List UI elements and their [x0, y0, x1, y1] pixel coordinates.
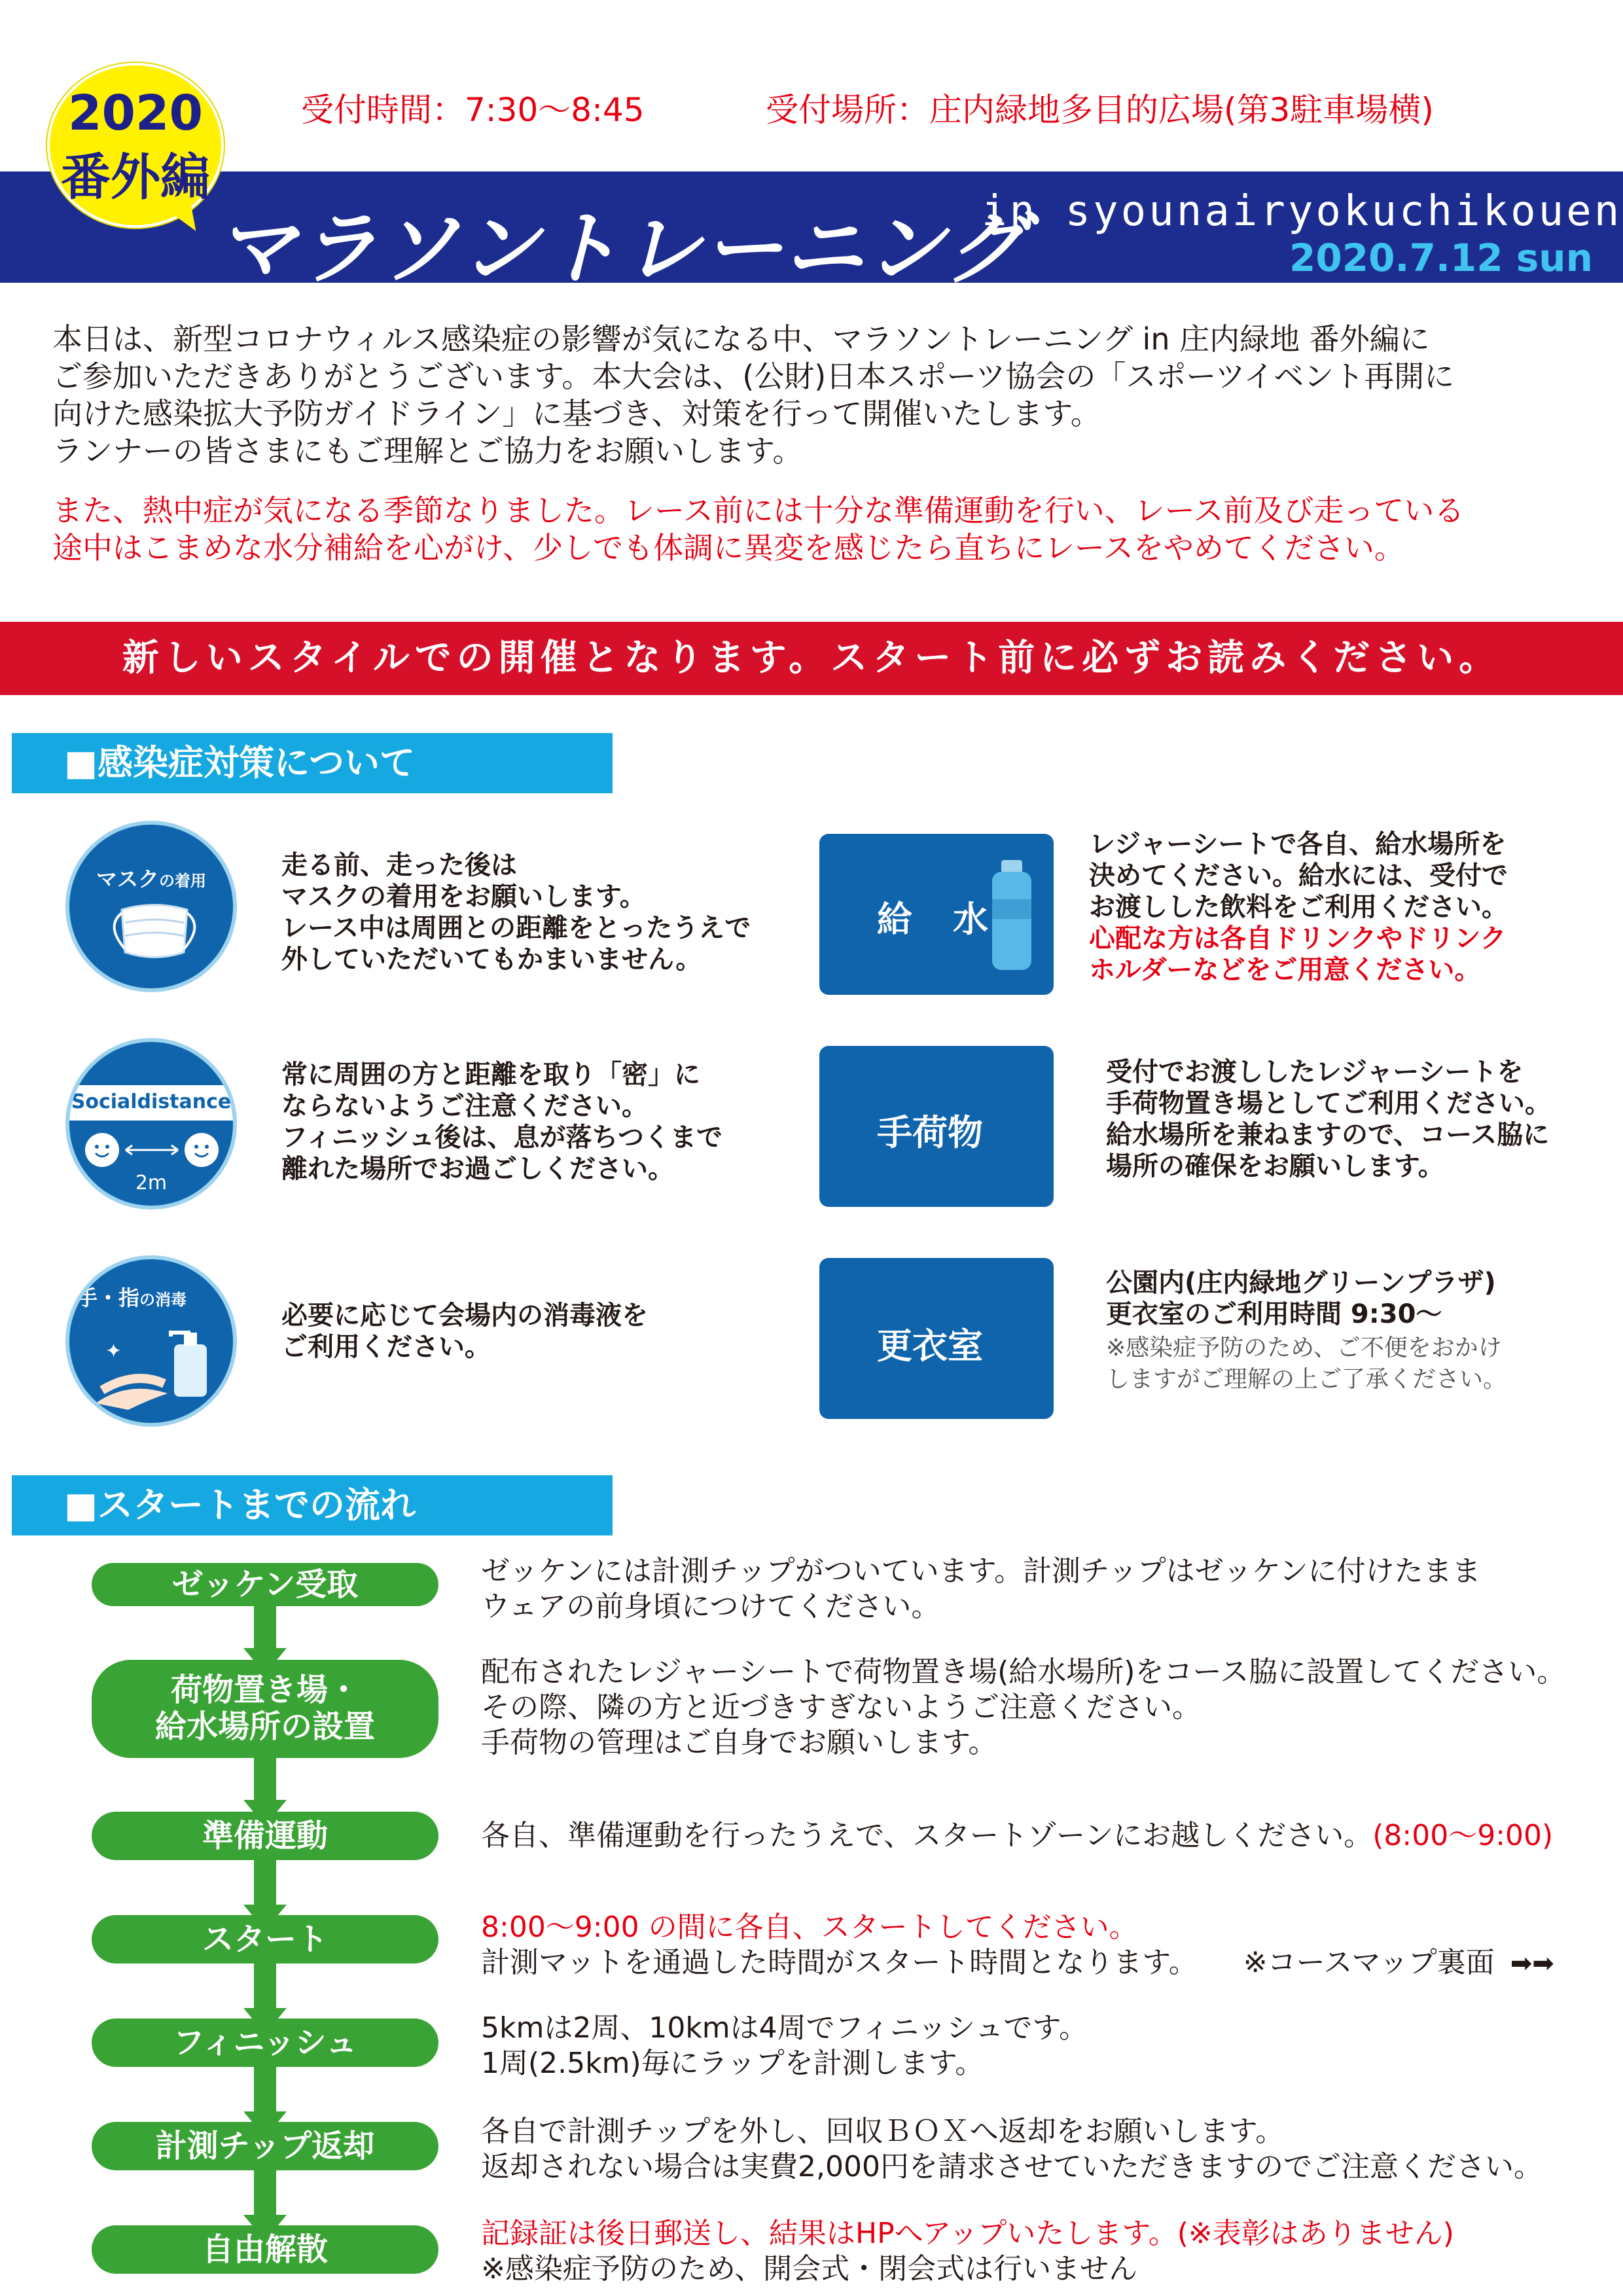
distance-faces-icon: [82, 1127, 221, 1173]
water-bottle-icon: [986, 860, 1038, 971]
distance-circle: [65, 1038, 237, 1210]
step-chip-text: 各自で計測チップを外し、回収ＢＯＸへ返却をお願いします。 返却されない場合は実費2,000円を請求させていただきますのでご注意ください。: [481, 2115, 1543, 2183]
intro-paragraph: [52, 321, 1577, 470]
step-dismissal: 自由解散: [92, 2225, 438, 2274]
step-warmup: 準備運動: [92, 1812, 438, 1860]
disinfect-text: 必要に応じて会場内の消毒液を ご利用ください。: [281, 1300, 648, 1362]
step-start-text: 8:00〜9:00 の間に各自、スタートしてください。 計測マットを通過した時間がスタート時間となります。 ※コースマップ裏面 ➡➡: [481, 1910, 1554, 1979]
page-title: マラソントレーニング: [216, 202, 1026, 295]
mask-circle: [65, 821, 237, 992]
flow-heading: ■スタートまでの流れ: [12, 1475, 613, 1535]
step-dismissal-text: 記録証は後日郵送し、結果はHPへアップいたします。(※表彰はありません) ※感染症予防のため、開会式・閉会式は行いません: [481, 2217, 1454, 2286]
sanitizer-icon: [89, 1318, 220, 1416]
arrows-icon: ➡➡: [1510, 1948, 1554, 1979]
disinfect-label: 手・指の消毒: [76, 1285, 187, 1310]
water-label: 給 水: [877, 899, 991, 940]
step-bib-text: ゼッケンには計測チップがついています。計測チップはゼッケンに付けたまま ウェアの前身頃につけてください。: [481, 1554, 1481, 1623]
heatstroke-warning: [52, 492, 1597, 567]
venue-subtitle: in syounairyokuchikouen: [982, 187, 1622, 236]
locker-label: 更衣室: [877, 1325, 983, 1367]
badge-year: 2020: [68, 85, 203, 141]
edition-badge: [47, 63, 224, 228]
svg-text:✦: ✦: [105, 1340, 122, 1363]
step-bib-pickup: ゼッケン受取: [92, 1563, 438, 1606]
step-start: スタート: [92, 1915, 438, 1964]
badge-subtitle: 番外編: [61, 148, 210, 206]
infection-heading: ■感染症対策について: [12, 733, 613, 793]
event-date: 2020.7.12 sun: [1289, 236, 1593, 280]
heat-line: 途中はこまめな水分補給を心がけ、少しでも体調に異変を感じたら直ちにレースをやめてください。: [52, 530, 1404, 565]
step-baggage-text: 配布されたレジャーシートで荷物置き場(給水場所)をコース脇に設置してください。 その際、隣の方と近づきすぎないようご注意ください。 手荷物の管理はご自身でお願いします。: [481, 1655, 1566, 1759]
step-finish-text: 5kmは2周、10kmは4周でフィニッシュです。 1周(2.5km)毎にラップを計測します。: [481, 2011, 1088, 2080]
water-text: レジャーシートで各自、給水場所を 決めてください。給水には、受付で お渡しした飲料をご利用ください。 心配な方は各自ドリンクやドリンク ホルダーなどをご用意ください。: [1089, 829, 1508, 985]
intro-line: ランナーの皆さまにもご理解とご協力をお願いします。: [52, 433, 803, 469]
step-finish: フィニッシュ: [92, 2018, 438, 2067]
baggage-box: [819, 1046, 1054, 1207]
baggage-label: 手荷物: [877, 1112, 983, 1153]
intro-line: 向けた感染拡大予防ガイドライン」に基づき、対策を行って開催いたします。: [52, 396, 1101, 431]
disinfect-circle: [65, 1255, 237, 1427]
water-box: [819, 834, 1054, 995]
notice-banner: 新しいスタイルでの開催となります。スタート前に必ずお読みください。: [0, 622, 1623, 695]
intro-line: ご参加いただきありがとうございます。本大会は、(公財)日本スポーツ協会の「スポーツイベント再開に: [52, 359, 1455, 394]
step-warmup-text: 各自、準備運動を行ったうえで、スタートゾーンにお越しください。(8:00〜9:00): [481, 1819, 1554, 1852]
locker-box: [819, 1258, 1054, 1419]
heat-line: また、熱中症が気になる季節なりました。レース前には十分な準備運動を行い、レース前及び走っている: [52, 493, 1465, 528]
reception-place: 受付場所：庄内緑地多目的広場(第3駐車場横): [766, 91, 1434, 129]
locker-text: 公園内(庄内緑地グリーンプラザ) 更衣室のご利用時間 9:30〜 ※感染症予防のため、ご不便をおかけ しますがご理解の上ご了承ください。: [1106, 1268, 1507, 1393]
intro-line: 本日は、新型コロナウィルス感染症の影響が気になる中、マラソントレーニング in 庄内緑地 番外編に: [52, 321, 1430, 357]
step-chip-return: 計測チップ返却: [92, 2122, 438, 2170]
mask-icon: [102, 897, 207, 969]
step-baggage-setup: 荷物置き場・ 給水場所の設置: [92, 1660, 438, 1758]
distance-text: 常に周囲の方と距離を取り「密」に ならないようご注意ください。 フィニッシュ後は、息が落ちつくまで 離れた場所でお過ごしください。: [281, 1060, 722, 1184]
distance-value: 2m: [135, 1172, 168, 1194]
mask-text: 走る前、走った後は マスクの着用をお願いします。 レース中は周囲との距離をとったうえで 外していただいてもかまいません。: [281, 850, 751, 975]
baggage-text: 受付でお渡ししたレジャーシートを 手荷物置き場としてご利用ください。 給水場所を兼ねますので、コース脇に 場所の確保をお願いします。: [1106, 1057, 1551, 1181]
reception-time: 受付時間：7:30〜8:45: [301, 91, 645, 129]
distance-label: Socialdistance: [71, 1090, 232, 1113]
mask-label: マスクの着用: [96, 867, 206, 891]
